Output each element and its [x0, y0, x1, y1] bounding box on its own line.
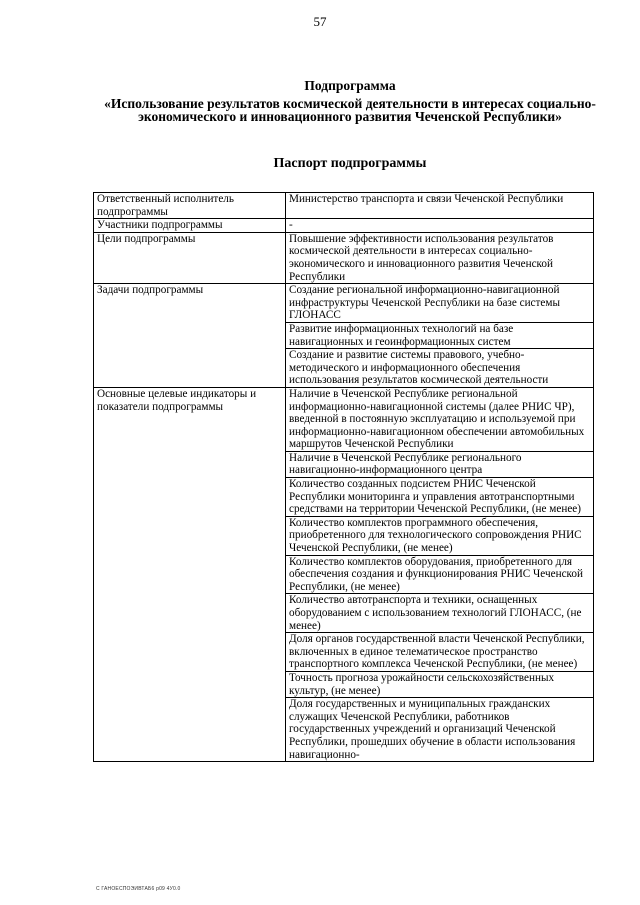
responsible-label: Ответственный исполнитель подпрограммы	[94, 193, 286, 219]
participants-value: -	[286, 219, 594, 233]
indicator-item: Доля органов государственной власти Чеченской Республики, включенных в единое телематическое пространство транспортного комплекса Чеченской Республики, (не менее)	[286, 633, 594, 672]
indicator-item: Количество комплектов программного обеспечения, приобретенного для технологического сопровождения РНИС Чеченской Республики, (не менее)	[286, 516, 594, 555]
passport-table	[93, 192, 594, 762]
table-row	[94, 232, 594, 283]
passport-heading: Паспорт подпрограммы	[273, 156, 427, 171]
indicators-label: Основные целевые индикаторы и показатели подпрограммы	[94, 387, 286, 761]
indicator-item: Количество созданных подсистем РНИС Чеченской Республики мониторинга и управления автотранспортными средствами на территории Чеченской Республики, (не менее)	[286, 478, 594, 517]
footer-note: С ГАНОЕСПОЭИВТАБ6 р09 4У0.0	[96, 886, 181, 892]
indicator-item: Наличие в Чеченской Республике региональной информационно-навигационной системы (далее РНИС ЧР), введенной в постоянную эксплуатацию и используемой при информационно-навигационном обеспечении автомобильных маршрутов Чеченской Республики	[286, 387, 594, 451]
participants-label: Участники подпрограммы	[94, 219, 286, 233]
indicator-item: Количество автотранспорта и техники, оснащенных оборудованием с использованием технологий ГЛОНАСС, (не менее)	[286, 594, 594, 633]
table-row	[94, 284, 594, 323]
table-row	[94, 387, 594, 451]
responsible-value: Министерство транспорта и связи Чеченской Республики	[286, 193, 594, 219]
subprogram-title: «Использование результатов космической деятельности в интересах социально-экономического и инновационного развития Чеченской Республики»	[104, 96, 596, 124]
goals-label: Цели подпрограммы	[94, 232, 286, 283]
table-row	[94, 193, 594, 219]
table-row	[94, 219, 594, 233]
subprogram-heading: Подпрограмма	[304, 78, 396, 93]
page-number: 57	[313, 14, 327, 29]
goals-value: Повышение эффективности использования результатов космической деятельности в интересах социально-экономического и инновационного развития Чеченской Республики	[286, 232, 594, 283]
indicator-item: Наличие в Чеченской Республике регионального навигационно-информационного центра	[286, 451, 594, 477]
indicator-item: Точность прогноза урожайности сельскохозяйственных культур, (не менее)	[286, 671, 594, 697]
indicator-item: Количество комплектов оборудования, приобретенного для обеспечения создания и функционирования РНИС Чеченской Республики, (не менее)	[286, 555, 594, 594]
task-item: Развитие информационных технологий на базе навигационных и геоинформационных систем	[286, 322, 594, 348]
task-item: Создание региональной информационно-навигационной инфраструктуры Чеченской Республики на базе системы ГЛОНАСС	[286, 284, 594, 323]
indicator-item: Доля государственных и муниципальных гражданских служащих Чеченской Республики, работников государственных учреждений и организаций Чеченской Республики, прошедших обучение в области использования навигационно-	[286, 698, 594, 762]
tasks-label: Задачи подпрограммы	[94, 284, 286, 388]
task-item: Создание и развитие системы правового, учебно-методического и информационного обеспечения использования результатов космической деятельности	[286, 349, 594, 388]
